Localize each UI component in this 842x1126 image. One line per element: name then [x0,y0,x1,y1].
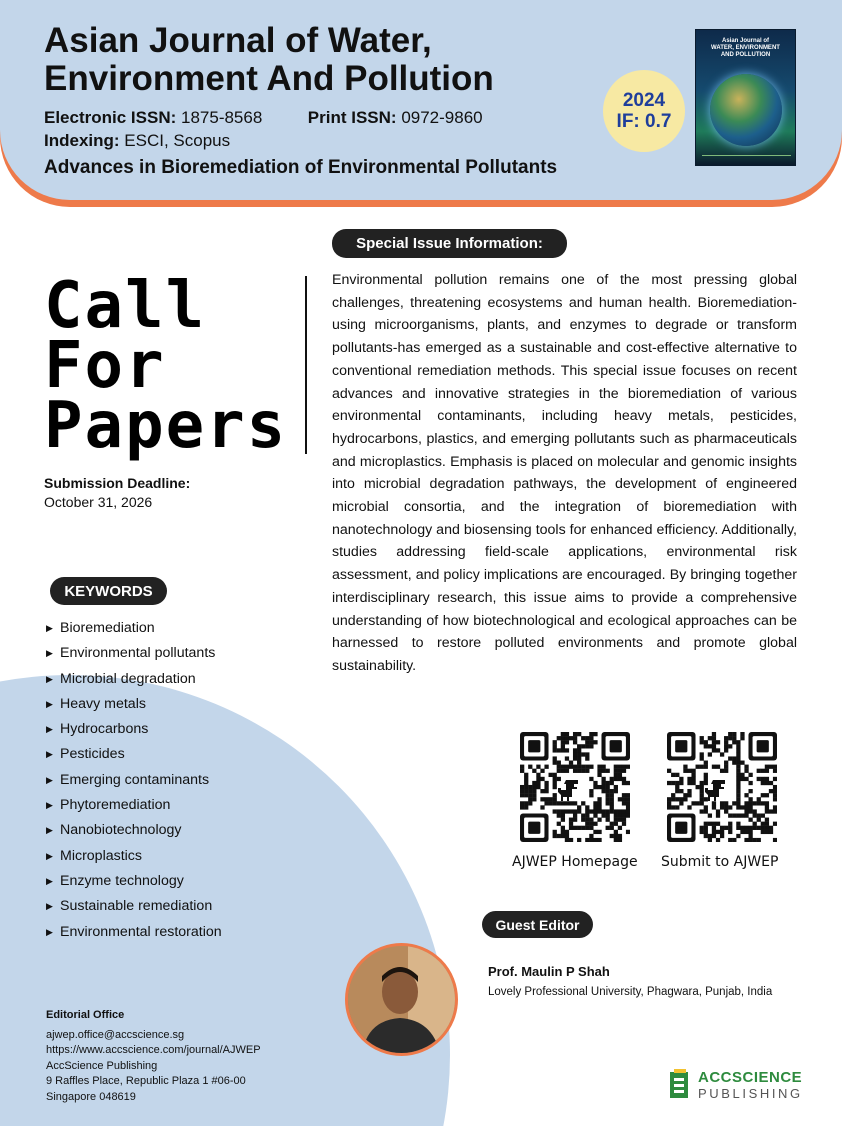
bullet-arrow-icon: ▶ [46,850,53,861]
cover-title [696,38,795,59]
keyword-label: Enzyme technology [60,872,184,889]
keyword-item [46,896,222,921]
special-issue-heading: Special Issue Information: [332,229,567,258]
bullet-arrow-icon: ▶ [46,698,53,709]
impact-factor: IF: 0.7 [616,111,672,132]
guest-editor-name: Prof. Maulin P Shah [488,964,610,979]
bullet-arrow-icon: ▶ [46,875,53,886]
homepage-qr-code[interactable] [520,732,630,842]
keyword-item [46,922,222,947]
bullet-arrow-icon: ▶ [46,774,53,785]
dinosaur-icon [558,780,578,801]
keyword-item [46,846,222,871]
keyword-item [46,719,222,744]
deadline-value: October 31, 2026 [44,494,153,510]
print-issn-label: Print ISSN: [307,108,397,127]
electronic-issn-value: 1875-8568 [181,108,263,127]
homepage-qr-label: AJWEP Homepage [512,854,638,870]
globe-icon [710,74,782,146]
keyword-label: Heavy metals [60,695,146,712]
bullet-arrow-icon: ▶ [46,648,53,659]
submit-qr-label: Submit to AJWEP [661,854,779,870]
bullet-arrow-icon: ▶ [46,623,53,633]
bullet-arrow-icon: ▶ [46,673,53,684]
indexing-label: Indexing: [44,131,120,150]
keyword-item [46,618,222,643]
editorial-publisher: AccScience Publishing [46,1059,158,1072]
keyword-label: Emerging contaminants [60,771,210,788]
bullet-arrow-icon: ▶ [46,926,53,937]
print-issn-value: 0972-9860 [401,108,483,127]
keyword-item [46,643,222,668]
guest-editor-affiliation: Lovely Professional University, Phagwara, Punjab, India [488,986,773,998]
vertical-divider [305,276,307,454]
cover-text-line3: AND POLLUTION [720,52,771,58]
keyword-label: Bioremediation [60,620,155,636]
editorial-url[interactable]: https://www.accscience.com/journal/AJWEP [46,1044,261,1057]
electronic-issn-label: Electronic ISSN: [44,108,177,127]
cover-text-line1: Asian Journal of [721,38,769,44]
keyword-label: Microplastics [60,847,142,864]
editorial-address-line1: 9 Raffles Place, Republic Plaza 1 #06-00 [46,1075,246,1088]
submit-qr-code[interactable] [667,732,777,842]
bullet-arrow-icon: ▶ [46,724,53,735]
keyword-item [46,744,222,769]
call-for-papers-heading [44,269,288,463]
journal-cover-image [695,29,796,166]
keyword-item [46,871,222,896]
keyword-item [46,669,222,694]
keyword-item [46,770,222,795]
cfp-line-for: For [44,329,166,403]
keyword-label: Hydrocarbons [60,721,149,738]
accscience-logo [668,1068,803,1102]
keyword-label: Pesticides [60,746,125,763]
keyword-item [46,694,222,719]
keyword-label: Nanobiotechnology [60,822,182,839]
editorial-address-line2: Singapore 048619 [46,1090,136,1103]
deadline-label: Submission Deadline: [44,475,191,491]
impact-year: 2024 [622,90,666,111]
bullet-arrow-icon: ▶ [46,901,53,912]
dinosaur-icon [705,780,725,801]
journal-title [44,22,604,98]
journal-title-line2: Environment And Pollution [44,59,494,98]
cfp-line-call: Call [44,269,207,343]
keyword-list [46,618,222,947]
keyword-item [46,795,222,820]
guest-editor-photo [345,943,458,1056]
special-issue-body: Environmental pollution remains one of the most pressing global challenges, threatening ecosystems and human health. Bioremediation-using microorganisms, plants, and enzymes to degrade or transform pollutants-has emerged as a sustainable and cost-effective alternative to conventional remediation methods. This special issue focuses on recent advances and innovative strategies in the bioremediation of various environmental contaminants, including heavy metals, pesticides, hydrocarbons, plastics, and emerging pollutants such as pharmaceuticals and microplastics. Emphasis is placed on molecular and genomic insights into microbial degradation pathways, the development of engineered microbial consortia, and the integration of bioremediation with nanotechnology and biosensing tools for enhanced efficiency. Additionally, studies addressing field-scale applications, environmental risk assessment, and policy implications are encouraged. By bringing together interdisciplinary research, this issue aims to provide a comprehensive understanding of how biotechnological and ecological approaches can be harnessed to restore polluted environments and promote global sustainability. [332,272,797,674]
guest-editor-heading: Guest Editor [482,911,593,938]
editorial-email[interactable]: ajwep.office@accscience.sg [46,1028,185,1041]
keywords-heading: KEYWORDS [50,577,167,605]
keyword-label: Microbial degradation [60,670,196,687]
cover-footer-rule [702,155,791,159]
keyword-label: Environmental pollutants [60,645,216,662]
indexing-value: ESCI, Scopus [124,131,231,150]
bullet-arrow-icon: ▶ [46,800,53,811]
cfp-line-papers: Papers [44,389,288,463]
keyword-item [46,820,222,845]
bullet-arrow-icon: ▶ [46,825,53,836]
accscience-logo-mark [668,1068,692,1102]
impact-factor-badge [603,70,685,152]
editorial-office-title: Editorial Office [46,1009,125,1021]
keyword-label: Environmental restoration [60,923,222,940]
journal-title-line1: Asian Journal of Water, [44,21,432,60]
issn-row [44,108,483,128]
logo-name-bottom: PUBLISHING [698,1086,803,1101]
special-issue-title: Advances in Bioremediation of Environmental Pollutants [44,157,558,178]
keyword-label: Phytoremediation [60,797,171,814]
keyword-label: Sustainable remediation [60,898,213,915]
logo-name-top: ACCSCIENCE [698,1069,803,1086]
editorial-office [46,1008,261,1106]
cover-text-line2: WATER, ENVIRONMENT [711,45,780,51]
indexing-row [44,131,230,151]
bullet-arrow-icon: ▶ [46,749,53,760]
